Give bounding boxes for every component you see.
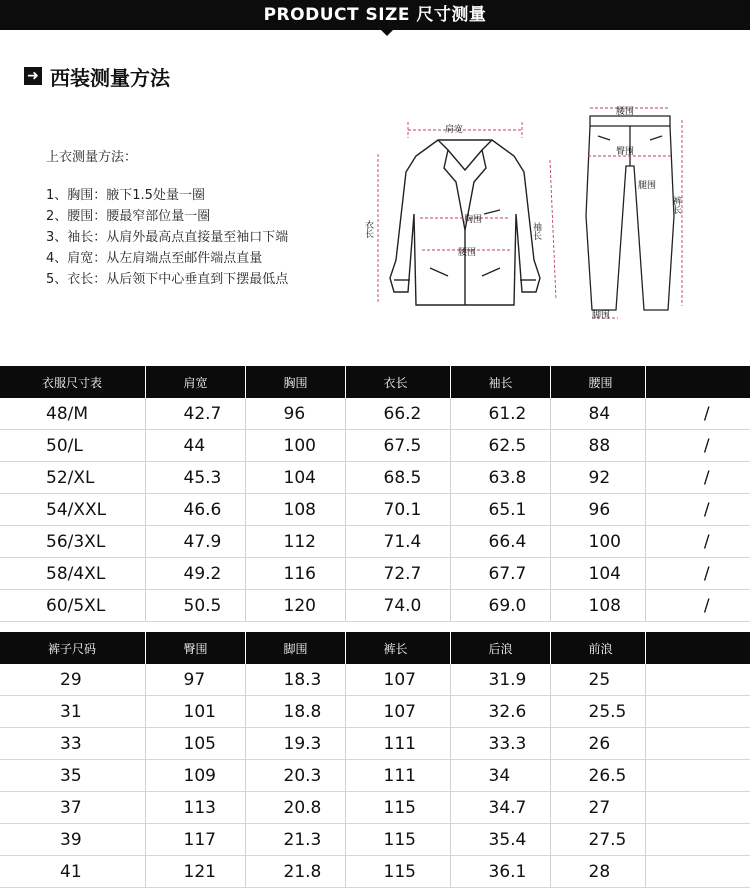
column-header: 前浪 [550,632,645,664]
table-row [0,590,750,622]
table-cell: 67.5 [345,430,450,462]
column-header: 裤子尺码 [0,632,145,664]
table-cell [645,664,750,696]
table-cell: 104 [245,462,345,494]
table-cell: 21.8 [245,856,345,888]
column-header: 衣服尺寸表 [0,366,145,398]
table-cell: 96 [245,398,345,430]
table-cell: 100 [245,430,345,462]
table-cell: 63.8 [450,462,550,494]
table-cell: 74.0 [345,590,450,622]
header-banner [0,0,750,36]
column-header: 袖长 [450,366,550,398]
table-cell: 29 [0,664,145,696]
table-cell: 96 [550,494,645,526]
table-header-row [0,632,750,664]
jacket-diagram [360,110,570,320]
table-cell: 60/5XL [0,590,145,622]
table-cell: 25 [550,664,645,696]
table-row [0,494,750,526]
table-cell: 50/L [0,430,145,462]
table-cell: 108 [245,494,345,526]
table-cell: 111 [345,760,450,792]
header-pointer-icon [380,29,394,36]
table-cell [645,856,750,888]
pants-length-label: 裤长 [671,196,681,214]
jacket-shoulder-label: 肩宽 [445,125,464,135]
table-cell: / [645,462,750,494]
table-cell: 34 [450,760,550,792]
table-cell: 58/4XL [0,558,145,590]
table-cell: 26 [550,728,645,760]
table-cell [645,824,750,856]
column-header: 腰围 [550,366,645,398]
table-row [0,526,750,558]
table-cell: 32.6 [450,696,550,728]
method-title: 上衣测量方法： [46,150,138,165]
method-item: 1、胸围：腋下1.5处量一圈 [46,188,205,203]
table-cell: 42.7 [145,398,245,430]
column-header: 脚围 [245,632,345,664]
table-cell: 44 [145,430,245,462]
pants-hip-label: 臀围 [616,147,635,157]
table-cell: 105 [145,728,245,760]
table-cell: 45.3 [145,462,245,494]
jacket-size-table [0,366,750,622]
table-cell: / [645,494,750,526]
table-cell: 35.4 [450,824,550,856]
table-cell: 47.9 [145,526,245,558]
table-cell: / [645,526,750,558]
table-cell: 52/XL [0,462,145,494]
table-cell: 66.4 [450,526,550,558]
table-cell: 33 [0,728,145,760]
table-cell: 92 [550,462,645,494]
table-cell: 88 [550,430,645,462]
table-header-row [0,366,750,398]
table-cell: 27 [550,792,645,824]
table-cell: 115 [345,856,450,888]
table-cell: 36.1 [450,856,550,888]
column-header: 裤长 [345,632,450,664]
measurement-method [46,146,288,290]
table-cell: 54/XXL [0,494,145,526]
table-cell: 31.9 [450,664,550,696]
table-cell: 69.0 [450,590,550,622]
jacket-sleeve-label: 袖长 [531,222,541,240]
table-cell: 61.2 [450,398,550,430]
table-row [0,792,750,824]
table-cell: 97 [145,664,245,696]
table-row [0,824,750,856]
column-header: 肩宽 [145,366,245,398]
table-cell: 28 [550,856,645,888]
method-item: 5、衣长：从后领下中心垂直到下摆最低点 [46,272,289,287]
method-item: 4、肩宽：从左肩端点至邮件端点直量 [46,251,263,266]
table-cell: 21.3 [245,824,345,856]
table-row [0,398,750,430]
table-row [0,696,750,728]
table-cell: 37 [0,792,145,824]
column-header [645,366,750,398]
table-cell: 62.5 [450,430,550,462]
column-header: 胸围 [245,366,345,398]
table-cell: / [645,590,750,622]
table-cell: 18.3 [245,664,345,696]
pants-hem-label: 脚围 [592,311,611,321]
table-cell: 41 [0,856,145,888]
column-header: 臀围 [145,632,245,664]
table-cell: 120 [245,590,345,622]
table-row [0,558,750,590]
table-cell: 70.1 [345,494,450,526]
column-header [645,632,750,664]
method-item: 2、腰围：腰最窄部位量一圈 [46,209,211,224]
pants-size-table [0,632,750,888]
table-cell [645,728,750,760]
jacket-length-label: 衣长 [363,220,373,238]
table-cell: 116 [245,558,345,590]
table-cell: / [645,558,750,590]
table-row [0,664,750,696]
arrow-right-icon: ➜ [24,67,42,85]
table-cell: 121 [145,856,245,888]
table-cell: 108 [550,590,645,622]
table-cell: 112 [245,526,345,558]
table-cell: 39 [0,824,145,856]
table-cell: 31 [0,696,145,728]
table-cell: 56/3XL [0,526,145,558]
table-cell: 100 [550,526,645,558]
pants-diagram [578,96,698,326]
table-cell: 104 [550,558,645,590]
jacket-chest-label: 胸围 [464,215,483,225]
table-cell: 107 [345,696,450,728]
table-row [0,462,750,494]
table-cell: 48/M [0,398,145,430]
table-row [0,856,750,888]
column-header: 衣长 [345,366,450,398]
table-row [0,728,750,760]
table-cell: 67.7 [450,558,550,590]
table-cell: 46.6 [145,494,245,526]
pants-thigh-label: 腿围 [638,181,657,191]
table-cell: 35 [0,760,145,792]
table-cell [645,696,750,728]
table-cell: 107 [345,664,450,696]
table-cell: 115 [345,792,450,824]
table-cell: 25.5 [550,696,645,728]
table-cell: 27.5 [550,824,645,856]
table-cell: 66.2 [345,398,450,430]
table-cell: 113 [145,792,245,824]
table-cell: / [645,398,750,430]
table-cell: 115 [345,824,450,856]
table-cell: 18.8 [245,696,345,728]
table-cell: 109 [145,760,245,792]
table-cell: 84 [550,398,645,430]
table-cell [645,792,750,824]
table-cell: 20.3 [245,760,345,792]
table-cell: 20.8 [245,792,345,824]
section-title: 西装测量方法 [50,65,170,90]
table-cell: 111 [345,728,450,760]
table-cell: 34.7 [450,792,550,824]
jacket-waist-label: 腰围 [458,248,477,258]
table-cell: 50.5 [145,590,245,622]
table-cell: 49.2 [145,558,245,590]
table-cell: 65.1 [450,494,550,526]
table-cell: 26.5 [550,760,645,792]
table-cell: 101 [145,696,245,728]
section-heading [24,62,170,90]
pants-waist-label: 腰围 [616,107,635,117]
column-header: 后浪 [450,632,550,664]
table-cell: 117 [145,824,245,856]
page-title: PRODUCT SIZE 尺寸测量 [263,5,487,25]
table-row [0,760,750,792]
table-row [0,430,750,462]
method-item: 3、袖长：从肩外最高点直接量至袖口下端 [46,230,289,245]
table-cell: 19.3 [245,728,345,760]
table-cell [645,760,750,792]
table-cell: / [645,430,750,462]
table-cell: 72.7 [345,558,450,590]
table-cell: 71.4 [345,526,450,558]
table-cell: 33.3 [450,728,550,760]
table-cell: 68.5 [345,462,450,494]
